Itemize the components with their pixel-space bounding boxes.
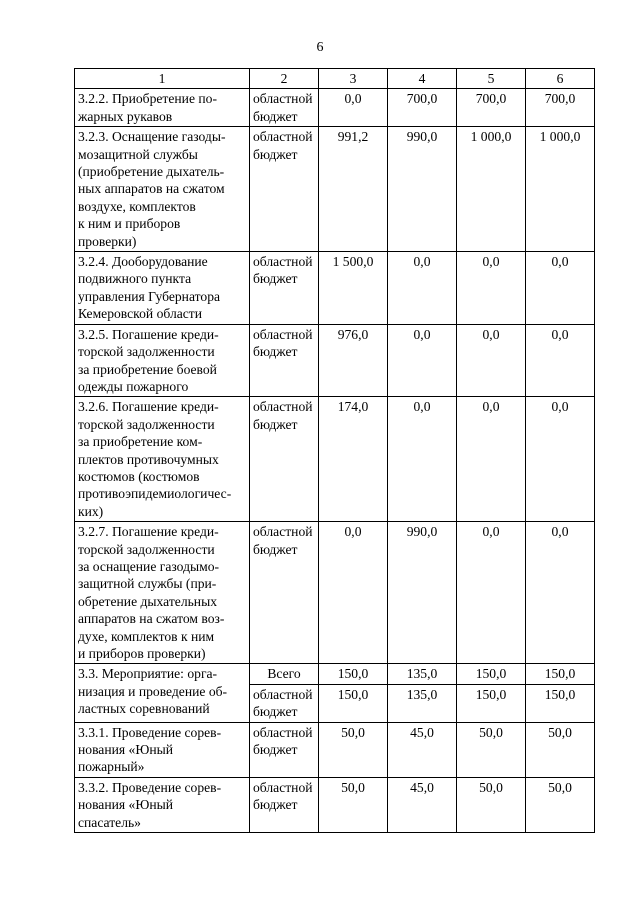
funding-source-line: областной (253, 254, 313, 270)
measure-name-cell (75, 89, 250, 127)
amount-cell: 50,0 (319, 777, 388, 832)
amount-cell: 700,0 (388, 89, 457, 127)
amount-cell: 1 000,0 (457, 127, 526, 252)
funding-source-cell (250, 522, 319, 664)
funding-source-line: бюджет (253, 146, 298, 162)
measure-name-cell (75, 664, 250, 722)
funding-source-line: областной (253, 779, 313, 795)
amount-cell: 0,0 (319, 89, 388, 127)
funding-source-line: областной (253, 724, 313, 740)
measure-name-cell (75, 777, 250, 832)
measure-name-line: 3.2.7. Погашение креди- (78, 524, 219, 540)
funding-source-line: областной (253, 686, 313, 702)
measure-name-line: ных аппаратов на сжатом (78, 181, 225, 197)
measure-name-line: нования «Юный (78, 742, 173, 758)
measure-name-line: 3.2.6. Погашение креди- (78, 399, 219, 415)
measure-name-cell (75, 722, 250, 777)
table-row (75, 89, 595, 127)
amount-cell: 174,0 (319, 397, 388, 522)
page-number: 6 (316, 40, 324, 55)
funding-source-line: бюджет (253, 704, 298, 720)
measure-name-line: ластных соревнований (78, 701, 210, 717)
funding-source-cell (250, 664, 319, 684)
amount-cell: 50,0 (457, 777, 526, 832)
measure-name-cell (75, 252, 250, 325)
funding-source-line: бюджет (253, 797, 298, 813)
measure-name-line: 3.2.3. Оснащение газоды- (78, 129, 226, 145)
table-row (75, 722, 595, 777)
measure-name-line: проверки) (78, 233, 137, 249)
amount-cell: 0,0 (388, 397, 457, 522)
amount-cell: 150,0 (457, 664, 526, 684)
funding-source-cell (250, 777, 319, 832)
amount-cell: 150,0 (526, 684, 595, 722)
column-number-3: 3 (319, 69, 388, 89)
measure-name-line: противоэпидемиологичес- (78, 486, 232, 502)
funding-source-line: областной (253, 326, 313, 342)
measure-name-line: 3.3.1. Проведение сорев- (78, 724, 222, 740)
measure-name-line: торской задолженности (78, 541, 215, 557)
funding-source-line: областной (253, 524, 313, 540)
amount-cell: 150,0 (457, 684, 526, 722)
amount-cell: 50,0 (457, 722, 526, 777)
table-row (75, 777, 595, 832)
amount-cell: 0,0 (388, 324, 457, 397)
measure-name-line: духе, комплектов к ним (78, 628, 215, 644)
amount-cell: 50,0 (319, 722, 388, 777)
amount-cell: 150,0 (526, 664, 595, 684)
amount-cell: 150,0 (319, 664, 388, 684)
measure-name-line: аппаратов на сжатом воз- (78, 611, 225, 627)
measure-name-line: спасатель» (78, 814, 141, 830)
column-number-1: 1 (75, 69, 250, 89)
amount-cell: 0,0 (457, 324, 526, 397)
amount-cell: 0,0 (526, 397, 595, 522)
funding-source-cell (250, 324, 319, 397)
amount-cell: 991,2 (319, 127, 388, 252)
amount-cell: 45,0 (388, 722, 457, 777)
amount-cell: 0,0 (457, 397, 526, 522)
table-row (75, 324, 595, 397)
amount-cell: 0,0 (319, 522, 388, 664)
funding-source-line: бюджет (253, 541, 298, 557)
measure-name-line: 3.3. Мероприятие: орга- (78, 666, 218, 682)
column-number-6: 6 (526, 69, 595, 89)
column-number-4: 4 (388, 69, 457, 89)
amount-cell: 976,0 (319, 324, 388, 397)
measure-name-line: за приобретение боевой (78, 361, 217, 377)
funding-source-line: областной (253, 129, 313, 145)
amount-cell: 50,0 (526, 722, 595, 777)
amount-cell: 0,0 (457, 522, 526, 664)
amount-cell: 0,0 (457, 252, 526, 325)
column-number-2: 2 (250, 69, 319, 89)
measure-name-line: плектов противочумных (78, 451, 219, 467)
amount-cell: 990,0 (388, 127, 457, 252)
measure-name-line: низация и проведение об- (78, 683, 228, 699)
amount-cell: 0,0 (526, 324, 595, 397)
measure-name-line: за приобретение ком- (78, 434, 203, 450)
amount-cell: 150,0 (319, 684, 388, 722)
measure-name-cell (75, 127, 250, 252)
funding-source-cell (250, 397, 319, 522)
funding-source-cell (250, 89, 319, 127)
measure-name-cell (75, 397, 250, 522)
funding-source-line: бюджет (253, 108, 298, 124)
measure-name-line: одежды пожарного (78, 378, 189, 394)
measure-name-line: (приобретение дыхатель- (78, 164, 225, 180)
funding-source-cell (250, 252, 319, 325)
amount-cell: 700,0 (526, 89, 595, 127)
measure-name-cell (75, 324, 250, 397)
measure-name-line: жарных рукавов (78, 108, 173, 124)
funding-source-cell (250, 684, 319, 722)
funding-source-cell (250, 127, 319, 252)
amount-cell: 700,0 (457, 89, 526, 127)
column-number-5: 5 (457, 69, 526, 89)
measure-name-line: торской задолженности (78, 416, 215, 432)
measure-name-line: обретение дыхательных (78, 593, 218, 609)
measure-name-line: 3.2.5. Погашение креди- (78, 326, 219, 342)
table-row (75, 252, 595, 325)
funding-source-cell (250, 722, 319, 777)
amount-cell: 135,0 (388, 664, 457, 684)
table-row (75, 664, 595, 684)
amount-cell: 50,0 (526, 777, 595, 832)
budget-table-body (75, 69, 595, 833)
budget-table (74, 68, 595, 833)
measure-name-line: управления Губернатора (78, 288, 221, 304)
funding-source-line: бюджет (253, 344, 298, 360)
measure-name-line: торской задолженности (78, 344, 215, 360)
measure-name-line: пожарный» (78, 759, 145, 775)
funding-source-line: бюджет (253, 742, 298, 758)
amount-cell: 0,0 (526, 252, 595, 325)
measure-name-line: защитной службы (при- (78, 576, 217, 592)
amount-cell: 0,0 (526, 522, 595, 664)
measure-name-line: мозащитной службы (78, 146, 198, 162)
measure-name-line: нования «Юный (78, 797, 173, 813)
table-header-row (75, 69, 595, 89)
amount-cell: 135,0 (388, 684, 457, 722)
measure-name-line: ких) (78, 503, 104, 519)
measure-name-line: костюмов (костюмов (78, 468, 200, 484)
measure-name-line: 3.2.4. Дооборудование (78, 254, 208, 270)
amount-cell: 1 500,0 (319, 252, 388, 325)
table-row (75, 522, 595, 664)
table-row (75, 397, 595, 522)
measure-name-cell (75, 522, 250, 664)
funding-source-line: Всего (267, 666, 301, 682)
amount-cell: 1 000,0 (526, 127, 595, 252)
measure-name-line: 3.2.2. Приобретение по- (78, 91, 217, 107)
funding-source-line: областной (253, 399, 313, 415)
measure-name-line: за оснащение газодымо- (78, 558, 220, 574)
measure-name-line: Кемеровской области (78, 306, 203, 322)
amount-cell: 990,0 (388, 522, 457, 664)
measure-name-line: воздухе, комплектов (78, 198, 196, 214)
table-row (75, 127, 595, 252)
funding-source-line: бюджет (253, 271, 298, 287)
amount-cell: 0,0 (388, 252, 457, 325)
measure-name-line: и приборов проверки) (78, 646, 206, 661)
measure-name-line: подвижного пункта (78, 271, 192, 287)
measure-name-line: 3.3.2. Проведение сорев- (78, 779, 222, 795)
funding-source-line: областной (253, 91, 313, 107)
funding-source-line: бюджет (253, 416, 298, 432)
measure-name-line: к ним и приборов (78, 216, 181, 232)
amount-cell: 45,0 (388, 777, 457, 832)
